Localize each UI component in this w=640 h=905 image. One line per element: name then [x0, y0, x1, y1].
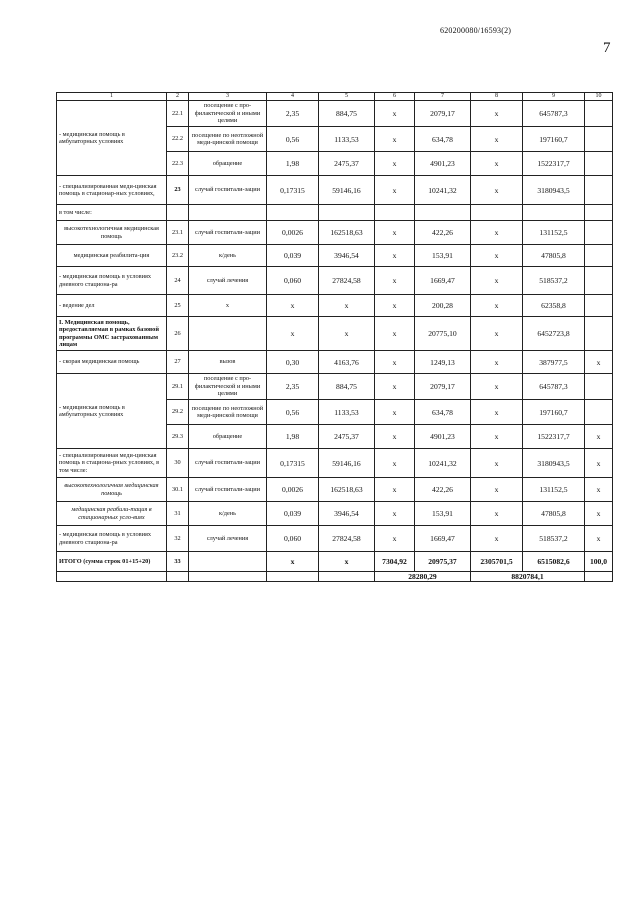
unit-cell: случай лечения	[189, 267, 267, 295]
value-cell: 162518,63	[319, 478, 375, 502]
col-num: 2	[167, 93, 189, 101]
table-row	[57, 374, 613, 400]
row-code: 26	[167, 317, 189, 351]
row-code: 25	[167, 295, 189, 317]
row-label: медицинская реабили-тация в стационарных усло-виях	[57, 502, 167, 526]
norms-table	[56, 92, 613, 582]
row-label: - специализированная меди-цинская помощь в стационар-ных условиях,	[57, 176, 167, 205]
value-cell: x	[585, 351, 613, 374]
row-label: - ведение дел	[57, 295, 167, 317]
value-cell: x	[471, 478, 523, 502]
unit-cell: случай госпитали-зации	[189, 449, 267, 478]
value-cell: x	[585, 425, 613, 449]
value-cell: 4163,76	[319, 351, 375, 374]
value-cell: x	[585, 478, 613, 502]
value-cell: 2,35	[267, 101, 319, 127]
value-cell: x	[267, 295, 319, 317]
value-cell: 2079,17	[415, 101, 471, 127]
value-cell: x	[375, 295, 415, 317]
value-cell: 884,75	[319, 101, 375, 127]
row-code: 30.1	[167, 478, 189, 502]
empty-cell	[585, 205, 613, 221]
value-cell: 0,56	[267, 400, 319, 425]
value-cell: 20775,10	[415, 317, 471, 351]
value-cell: 6515082,6	[523, 552, 585, 572]
unit-cell: посещение с про-филактической и иными целями	[189, 374, 267, 400]
value-cell: 62358,8	[523, 295, 585, 317]
table-row	[57, 449, 613, 478]
value-cell	[585, 101, 613, 127]
value-cell: 4901,23	[415, 152, 471, 176]
value-cell: x	[375, 127, 415, 152]
value-cell: x	[471, 317, 523, 351]
row-label: медицинская реабилита-ция	[57, 245, 167, 267]
value-cell: 1,98	[267, 152, 319, 176]
value-cell: 518537,2	[523, 526, 585, 552]
row-label: - скорая медицинская помощь	[57, 351, 167, 374]
value-cell: 2,35	[267, 374, 319, 400]
grand-total-cols-8-9: 8820784,1	[471, 572, 585, 582]
row-label: - медицинская помощь в условиях дневного стациона-ра	[57, 526, 167, 552]
value-cell: x	[375, 400, 415, 425]
value-cell: 27824,58	[319, 267, 375, 295]
col-num: 1	[57, 93, 167, 101]
col-num: 3	[189, 93, 267, 101]
value-cell: 0,17315	[267, 176, 319, 205]
empty-cell	[267, 205, 319, 221]
row-code: 33	[167, 552, 189, 572]
table-row	[57, 502, 613, 526]
value-cell: 10241,32	[415, 449, 471, 478]
value-cell: 10241,32	[415, 176, 471, 205]
empty-cell	[585, 572, 613, 582]
value-cell: 0,060	[267, 526, 319, 552]
value-cell: 0,039	[267, 502, 319, 526]
col-num: 7	[415, 93, 471, 101]
grand-total-row	[57, 572, 613, 582]
value-cell	[585, 267, 613, 295]
value-cell: 422,26	[415, 221, 471, 245]
value-cell: 4901,23	[415, 425, 471, 449]
value-cell: 0,17315	[267, 449, 319, 478]
empty-cell	[167, 572, 189, 582]
value-cell: x	[375, 176, 415, 205]
value-cell: x	[375, 317, 415, 351]
row-label: - медицинская помощь в условиях дневного стациона-ра	[57, 267, 167, 295]
value-cell: x	[471, 502, 523, 526]
col-num: 5	[319, 93, 375, 101]
value-cell: x	[471, 127, 523, 152]
unit-cell	[189, 317, 267, 351]
value-cell: 131152,5	[523, 221, 585, 245]
value-cell: x	[471, 101, 523, 127]
value-cell: x	[375, 351, 415, 374]
value-cell: 1249,13	[415, 351, 471, 374]
value-cell: 20975,37	[415, 552, 471, 572]
unit-cell: посещение по неотложной меди-цинской помощи	[189, 127, 267, 152]
table-row	[57, 267, 613, 295]
value-cell: 59146,16	[319, 449, 375, 478]
value-cell: 1133,53	[319, 400, 375, 425]
value-cell: 197160,7	[523, 127, 585, 152]
table-row	[57, 351, 613, 374]
value-cell: x	[471, 267, 523, 295]
value-cell: 645787,3	[523, 374, 585, 400]
table-row	[57, 176, 613, 205]
total-label: ИТОГО (сумма строк 01+15+20)	[57, 552, 167, 572]
value-cell: x	[471, 295, 523, 317]
row-code: 32	[167, 526, 189, 552]
value-cell: 0,039	[267, 245, 319, 267]
row-code: 27	[167, 351, 189, 374]
row-label: в том числе:	[57, 205, 167, 221]
value-cell: 387977,5	[523, 351, 585, 374]
value-cell: x	[471, 351, 523, 374]
table-row	[57, 478, 613, 502]
value-cell	[585, 374, 613, 400]
value-cell: 645787,3	[523, 101, 585, 127]
unit-cell: случай лечения	[189, 526, 267, 552]
total-row	[57, 552, 613, 572]
table-row	[57, 295, 613, 317]
value-cell: 0,060	[267, 267, 319, 295]
row-code: 23.1	[167, 221, 189, 245]
value-cell	[585, 400, 613, 425]
value-cell: x	[375, 221, 415, 245]
table-row	[57, 245, 613, 267]
value-cell: 3946,54	[319, 502, 375, 526]
value-cell	[585, 221, 613, 245]
value-cell: 153,91	[415, 245, 471, 267]
value-cell: 1522317,7	[523, 152, 585, 176]
unit-cell: обращение	[189, 425, 267, 449]
column-numbers-row	[57, 93, 613, 101]
value-cell	[585, 295, 613, 317]
value-cell: 7304,92	[375, 552, 415, 572]
row-code: 29.3	[167, 425, 189, 449]
unit-cell: случай госпитали-зации	[189, 176, 267, 205]
document-id: 620200080/16593(2)	[440, 26, 512, 35]
value-cell: x	[471, 449, 523, 478]
value-cell: 0,30	[267, 351, 319, 374]
table-row	[57, 205, 613, 221]
value-cell: x	[375, 425, 415, 449]
value-cell: 2079,17	[415, 374, 471, 400]
value-cell: 0,0026	[267, 221, 319, 245]
value-cell: 2475,37	[319, 152, 375, 176]
row-code: 23	[167, 176, 189, 205]
row-code: 31	[167, 502, 189, 526]
empty-cell	[189, 205, 267, 221]
value-cell: 3180943,5	[523, 176, 585, 205]
unit-cell: посещение по неотложной меди-цинской помощи	[189, 400, 267, 425]
value-cell: 3180943,5	[523, 449, 585, 478]
unit-cell: случай госпитали-зации	[189, 221, 267, 245]
table-row	[57, 101, 613, 127]
table-row	[57, 221, 613, 245]
value-cell: 634,78	[415, 127, 471, 152]
value-cell: 1669,47	[415, 267, 471, 295]
empty-cell	[375, 205, 415, 221]
empty-cell	[523, 205, 585, 221]
row-label: - медицинская помощь в амбулаторных условиях	[57, 374, 167, 449]
unit-cell: обращение	[189, 152, 267, 176]
row-code: 24	[167, 267, 189, 295]
value-cell: 1133,53	[319, 127, 375, 152]
value-cell: 100,0	[585, 552, 613, 572]
empty-cell	[471, 205, 523, 221]
col-num: 10	[585, 93, 613, 101]
value-cell: x	[267, 552, 319, 572]
value-cell: x	[471, 176, 523, 205]
value-cell: x	[471, 425, 523, 449]
col-num: 9	[523, 93, 585, 101]
value-cell: x	[471, 221, 523, 245]
value-cell: x	[471, 152, 523, 176]
row-code: 22.3	[167, 152, 189, 176]
row-label: - специализированная меди-цинская помощь в стациона-рных условиях, в том числе:	[57, 449, 167, 478]
value-cell: 131152,5	[523, 478, 585, 502]
empty-cell	[267, 572, 319, 582]
value-cell: x	[375, 449, 415, 478]
row-label: высокотехнологичная медицинская помощь	[57, 478, 167, 502]
value-cell: 518537,2	[523, 267, 585, 295]
empty-cell	[319, 205, 375, 221]
value-cell: 3946,54	[319, 245, 375, 267]
value-cell: x	[375, 101, 415, 127]
value-cell	[585, 127, 613, 152]
unit-cell	[189, 552, 267, 572]
unit-cell: к/день	[189, 502, 267, 526]
row-label: высокотехнологичная медицинская помощь	[57, 221, 167, 245]
value-cell: x	[375, 502, 415, 526]
value-cell: 162518,63	[319, 221, 375, 245]
value-cell: 1,98	[267, 425, 319, 449]
value-cell: 27824,58	[319, 526, 375, 552]
value-cell: 634,78	[415, 400, 471, 425]
row-code: 29.1	[167, 374, 189, 400]
row-code: 22.2	[167, 127, 189, 152]
value-cell: x	[375, 245, 415, 267]
value-cell: x	[585, 502, 613, 526]
value-cell: x	[375, 267, 415, 295]
grand-total-cols-6-7: 28280,29	[375, 572, 471, 582]
col-num: 8	[471, 93, 523, 101]
value-cell: 153,91	[415, 502, 471, 526]
unit-cell: вызов	[189, 351, 267, 374]
page-number: 7	[603, 40, 611, 56]
value-cell: 884,75	[319, 374, 375, 400]
value-cell: x	[471, 400, 523, 425]
empty-cell	[57, 572, 167, 582]
empty-cell	[415, 205, 471, 221]
value-cell: x	[319, 295, 375, 317]
value-cell: x	[319, 317, 375, 351]
value-cell: 47805,8	[523, 245, 585, 267]
empty-cell	[319, 572, 375, 582]
unit-cell: x	[189, 295, 267, 317]
value-cell: 422,26	[415, 478, 471, 502]
value-cell: 0,0026	[267, 478, 319, 502]
empty-cell	[167, 205, 189, 221]
value-cell: 197160,7	[523, 400, 585, 425]
unit-cell: к/день	[189, 245, 267, 267]
value-cell: x	[471, 245, 523, 267]
value-cell	[585, 152, 613, 176]
col-num: 4	[267, 93, 319, 101]
unit-cell: случай госпитали-зации	[189, 478, 267, 502]
value-cell: x	[375, 478, 415, 502]
value-cell: x	[471, 526, 523, 552]
value-cell: 6452723,8	[523, 317, 585, 351]
value-cell: x	[375, 374, 415, 400]
row-label: - медицинская помощь в амбулаторных условиях	[57, 101, 167, 176]
value-cell	[585, 317, 613, 351]
value-cell: 59146,16	[319, 176, 375, 205]
empty-cell	[189, 572, 267, 582]
row-code: 23.2	[167, 245, 189, 267]
value-cell: 0,56	[267, 127, 319, 152]
row-code: 22.1	[167, 101, 189, 127]
row-code: 29.2	[167, 400, 189, 425]
table-row	[57, 317, 613, 351]
value-cell: x	[375, 152, 415, 176]
value-cell: 200,28	[415, 295, 471, 317]
value-cell: 1669,47	[415, 526, 471, 552]
value-cell: x	[267, 317, 319, 351]
value-cell: x	[585, 449, 613, 478]
value-cell: x	[319, 552, 375, 572]
row-code: 30	[167, 449, 189, 478]
unit-cell: посещение с про-филактической и иными целями	[189, 101, 267, 127]
value-cell	[585, 245, 613, 267]
table-row	[57, 526, 613, 552]
value-cell: x	[375, 526, 415, 552]
value-cell: 2305701,5	[471, 552, 523, 572]
value-cell: x	[585, 526, 613, 552]
value-cell: x	[471, 374, 523, 400]
value-cell: 47805,8	[523, 502, 585, 526]
value-cell	[585, 176, 613, 205]
col-num: 6	[375, 93, 415, 101]
value-cell: 2475,37	[319, 425, 375, 449]
value-cell: 1522317,7	[523, 425, 585, 449]
section-heading: I. Медицинская помощь, предоставляемая в рамках базовой программы ОМС застрахованным лицам	[57, 317, 167, 351]
